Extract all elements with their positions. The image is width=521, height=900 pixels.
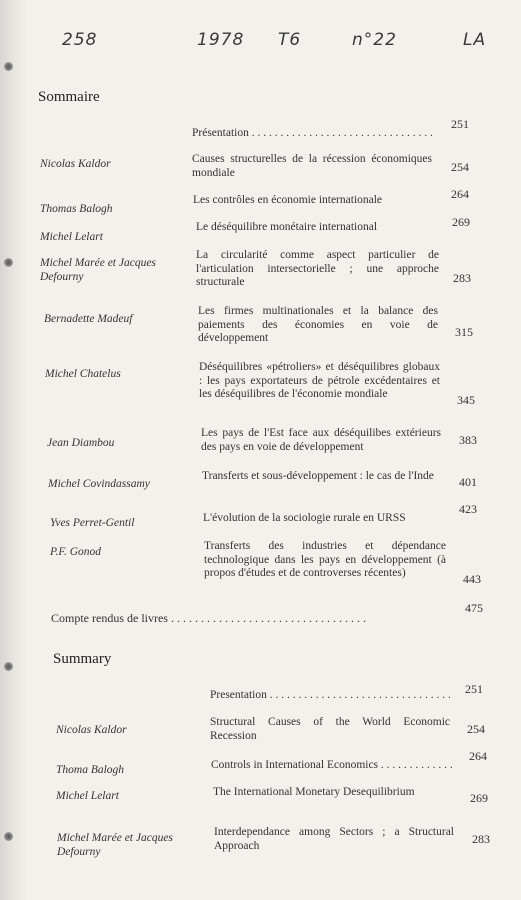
toc-reviews-title: Compte rendus de livres . . .	[51, 612, 449, 626]
toc-title: Présentation . . .	[192, 127, 432, 141]
toc-title: Les contrôles en économie internationale	[193, 194, 383, 206]
toc-page: 251	[451, 117, 469, 131]
toc-page: 423	[459, 502, 477, 516]
punch-hole-icon	[4, 62, 13, 71]
toc-page: 264	[451, 187, 469, 201]
toc-author: Yves Perret-Gentil	[50, 517, 135, 529]
punch-hole-icon	[4, 662, 13, 671]
toc-author: Thoma Balogh	[56, 764, 125, 776]
toc-author: P.F. Gonod	[50, 546, 102, 558]
toc-author: Michel Marée et Jacques Defourny	[40, 257, 156, 283]
toc-author: Thomas Balogh	[40, 203, 113, 215]
punch-hole-icon	[4, 258, 13, 267]
toc-page: 264	[469, 749, 487, 763]
handwritten-code: LA	[463, 30, 487, 50]
toc-title: Les firmes multinationales et la balance des paiements des économies en voie de développement	[198, 305, 438, 344]
toc-page: 254	[451, 160, 469, 174]
toc-page: 443	[463, 572, 481, 586]
toc-page: 254	[467, 722, 485, 736]
toc-page: 269	[452, 215, 470, 229]
toc-title: The International Monetary Desequilibrium	[213, 786, 415, 798]
toc-title: Le déséquilibre monétaire international	[196, 221, 378, 233]
toc-title: L'évolution de la sociologie rurale en URSS	[203, 512, 406, 524]
toc-title: Presentation . . .	[210, 689, 450, 703]
sommaire-heading: Sommaire	[38, 89, 100, 105]
toc-title: Interdependance among Sectors ; a Structural Approach	[214, 826, 454, 852]
toc-author: Michel Chatelus	[45, 368, 121, 380]
toc-title: Déséquilibres «pétroliers» et déséquilibres globaux : les pays exportateurs de pétrole excédentaires et les déséquilibres de l'économie mondiale	[199, 361, 440, 400]
handwritten-ref: 258	[62, 30, 98, 50]
toc-page: 383	[459, 433, 477, 447]
toc-author: Michel Lelart	[40, 231, 103, 243]
toc-author: Michel Covindassamy	[48, 478, 150, 490]
toc-author: Nicolas Kaldor	[56, 724, 127, 736]
toc-page: 401	[459, 475, 477, 489]
toc-page: 283	[453, 271, 471, 285]
toc-author: Michel Marée et Jacques Defourny	[57, 832, 173, 858]
toc-title: Controls in International Economics . . .	[211, 759, 454, 773]
toc-title: Transferts et sous-développement : le cas de l'Inde	[202, 470, 434, 482]
handwritten-volume: T6	[278, 30, 302, 50]
toc-author: Jean Diambou	[47, 437, 115, 449]
summary-heading: Summary	[53, 651, 112, 667]
punch-hole-icon	[4, 832, 13, 841]
toc-title: La circularité comme aspect particulier de l'articulation intersectorielle ; une approche structurale	[196, 249, 439, 288]
toc-page: 251	[465, 682, 483, 696]
toc-author: Bernadette Madeuf	[44, 313, 133, 325]
toc-page: 475	[465, 601, 483, 615]
toc-title: Causes structurelles de la récession économiques mondiale	[192, 153, 432, 179]
handwritten-year: 1978	[197, 30, 245, 50]
toc-page: 283	[472, 832, 490, 846]
handwritten-issue: n°22	[352, 30, 397, 50]
toc-title: Structural Causes of the World Economic Recession	[210, 716, 450, 742]
toc-page: 315	[455, 325, 473, 339]
toc-author: Nicolas Kaldor	[40, 158, 111, 170]
toc-page: 345	[457, 393, 475, 407]
toc-title: Transferts des industries et dépendance technologique dans les pays en développement (à propos d'études et de controverses récentes)	[204, 540, 446, 579]
page-edge-shadow	[0, 0, 28, 900]
toc-author: Michel Lelart	[56, 790, 119, 802]
toc-title: Les pays de l'Est face aux déséquilibes extérieurs des pays en voie de développement	[201, 427, 441, 453]
toc-page: 269	[470, 791, 488, 805]
